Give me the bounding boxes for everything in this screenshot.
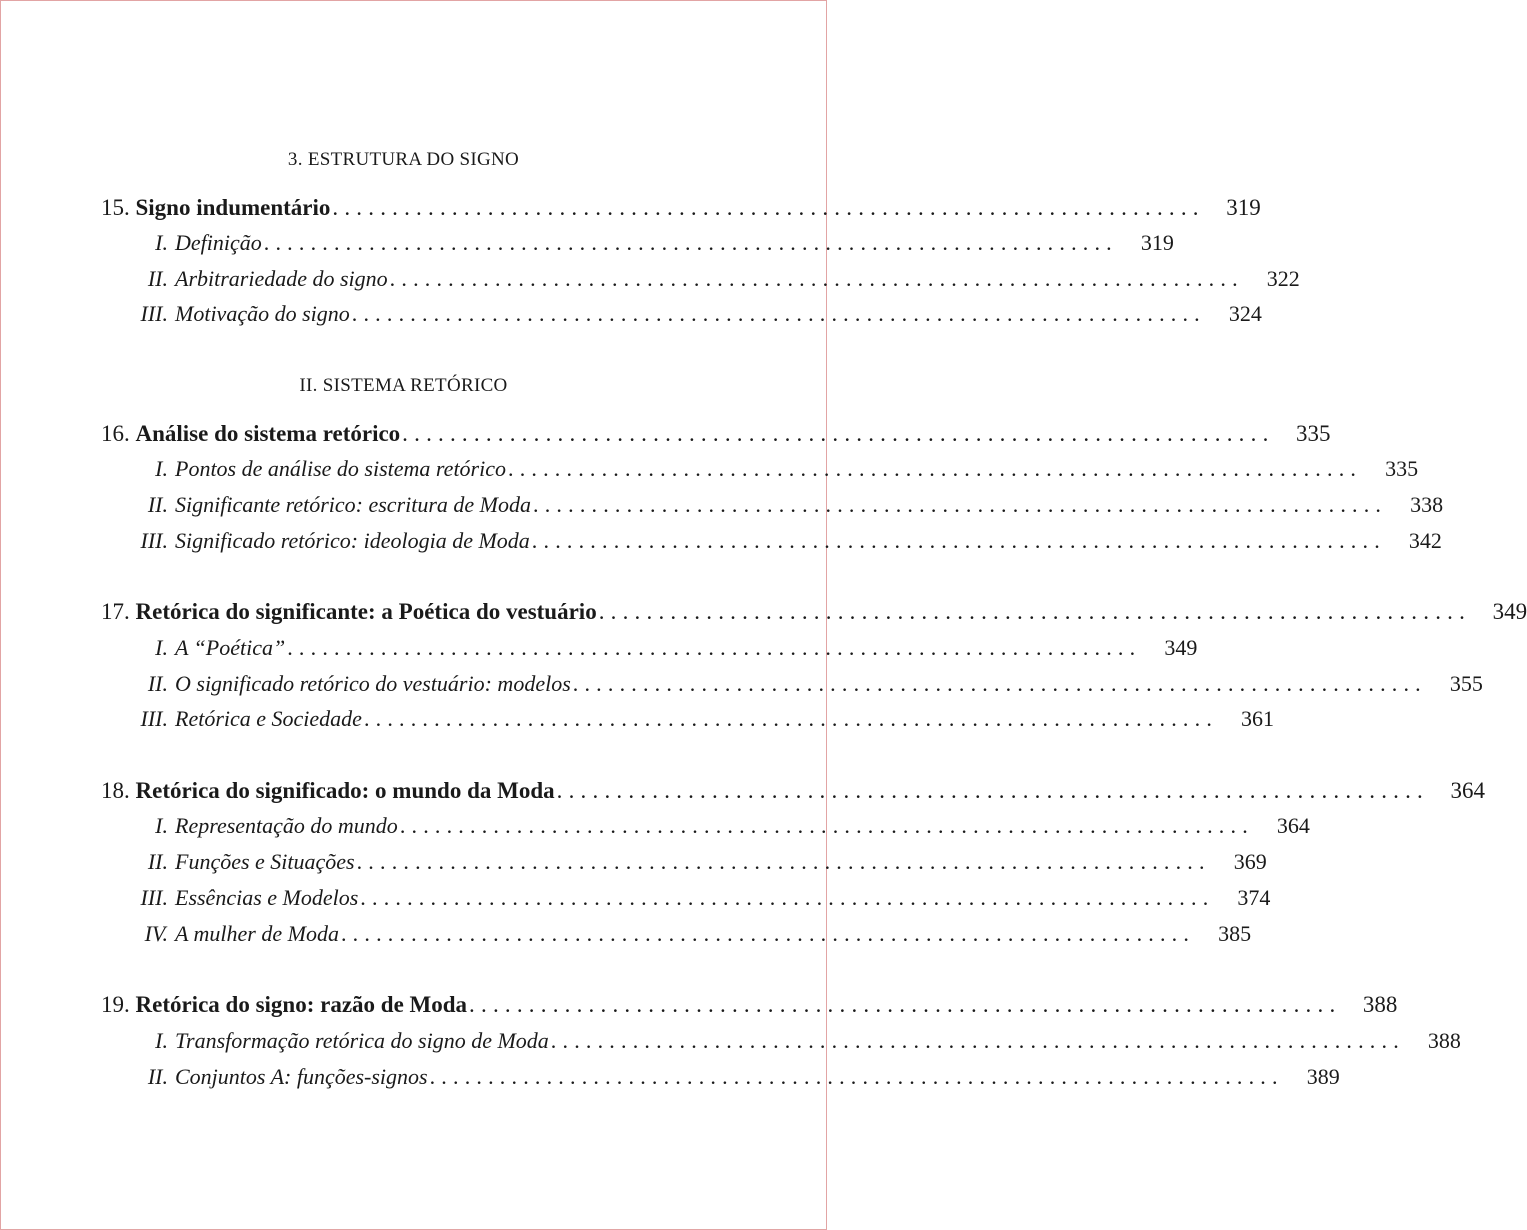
roman-numeral: II. (147, 849, 168, 874)
entry-title: Transformação retórica do signo de Moda (175, 1028, 549, 1053)
dot-leader: ......................................................................... (533, 492, 1388, 517)
toc-entry[interactable] (101, 230, 1174, 264)
page-number: 319 (1226, 195, 1261, 220)
page-number: 361 (1241, 706, 1275, 731)
page-number: 338 (1410, 492, 1444, 517)
roman-numeral: I. (155, 813, 168, 838)
chapter-number: 18. (101, 778, 130, 803)
toc-entry[interactable] (101, 266, 1300, 300)
page-number: 355 (1449, 671, 1483, 696)
toc-chapter-16[interactable] (101, 421, 1331, 455)
entry-title: Funções e Situações (175, 849, 355, 874)
entry-title: Essências e Modelos (175, 885, 359, 910)
entry-title: Conjuntos A: funções-signos (175, 1064, 428, 1089)
page-number: 322 (1266, 266, 1300, 291)
page-number: 335 (1385, 456, 1419, 481)
chapter-title: Signo indumentário (135, 195, 331, 220)
page-number: 349 (1492, 599, 1527, 624)
toc-chapter-18[interactable] (101, 778, 1485, 812)
section-heading: 3. ESTRUTURA DO SIGNO (287, 149, 520, 170)
roman-numeral: III. (140, 528, 168, 553)
roman-numeral: III. (140, 885, 168, 910)
dot-leader: ......................................................................... (550, 1028, 1405, 1053)
roman-numeral: II. (147, 1064, 168, 1089)
entry-title: O significado retórico do vestuário: modelos (175, 671, 571, 696)
entry-title: Significado retórico: ideologia de Moda (175, 528, 530, 553)
toc-entry[interactable] (101, 921, 1252, 955)
page-number: 364 (1450, 778, 1485, 803)
dot-leader: ......................................................................... (399, 813, 1254, 838)
dot-leader: ......................................................................... (531, 528, 1386, 553)
toc-chapter-17[interactable] (101, 599, 1527, 633)
chapter-title: Retórica do significado: o mundo da Moda (135, 778, 555, 803)
page-number: 389 (1306, 1064, 1340, 1089)
roman-numeral: II. (147, 492, 168, 517)
entry-title: A mulher de Moda (175, 921, 339, 946)
dot-leader: ......................................................................... (360, 885, 1215, 910)
dot-leader: ......................................................................... (469, 992, 1342, 1017)
page-number: 364 (1276, 813, 1310, 838)
chapter-title: Retórica do significante: a Poética do vestuário (135, 599, 597, 624)
chapter-number: 19. (101, 992, 130, 1017)
toc-chapter-19[interactable] (101, 992, 1398, 1026)
toc-entry[interactable] (101, 635, 1198, 669)
dot-leader: ......................................................................... (556, 778, 1429, 803)
dot-leader: ......................................................................... (332, 195, 1205, 220)
chapter-title: Análise do sistema retórico (135, 421, 401, 446)
toc-entry[interactable] (101, 885, 1271, 919)
page-number: 349 (1164, 635, 1198, 660)
toc-entry[interactable] (101, 1028, 1461, 1062)
chapter-title: Retórica do signo: razão de Moda (135, 992, 468, 1017)
page-number: 319 (1140, 230, 1174, 255)
entry-title: Retórica e Sociedade (175, 706, 362, 731)
page-number: 342 (1408, 528, 1442, 553)
dot-leader: ......................................................................... (508, 456, 1363, 481)
toc-entry[interactable] (101, 849, 1267, 883)
page-number: 324 (1228, 301, 1262, 326)
toc-entry[interactable] (101, 456, 1419, 490)
toc-entry[interactable] (101, 813, 1310, 847)
roman-numeral: I. (155, 456, 168, 481)
roman-numeral: III. (140, 301, 168, 326)
dot-leader: ......................................................................... (263, 230, 1118, 255)
dot-leader: ......................................................................... (402, 421, 1275, 446)
chapter-number: 16. (101, 421, 130, 446)
roman-numeral: I. (155, 635, 168, 660)
chapter-number: 15. (101, 195, 130, 220)
page-number: 369 (1233, 849, 1267, 874)
chapter-number: 17. (101, 599, 130, 624)
entry-title: Definição (175, 230, 262, 255)
entry-title: A “Poética” (175, 635, 286, 660)
dot-leader: ......................................................................... (429, 1064, 1284, 1089)
dot-leader: ......................................................................... (363, 706, 1219, 731)
entry-title: Arbitrariedade do signo (175, 266, 388, 291)
dot-leader: ......................................................................... (351, 301, 1206, 326)
page-number: 388 (1362, 992, 1398, 1017)
page-number: 335 (1296, 421, 1331, 446)
roman-numeral: II. (147, 266, 168, 291)
page-number: 385 (1218, 921, 1252, 946)
roman-numeral: III. (140, 706, 168, 731)
roman-numeral: I. (155, 1028, 168, 1053)
toc-entry[interactable] (101, 671, 1483, 705)
roman-numeral: IV. (144, 921, 168, 946)
page-number: 374 (1237, 885, 1271, 910)
entry-title: Representação do mundo (175, 813, 398, 838)
toc-entry[interactable] (101, 301, 1262, 335)
dot-leader: ......................................................................... (389, 266, 1244, 291)
dot-leader: ......................................................................... (572, 671, 1427, 696)
toc-chapter-15[interactable] (101, 195, 1261, 229)
toc-entry[interactable] (101, 528, 1442, 562)
entry-title: Pontos de análise do sistema retórico (175, 456, 506, 481)
roman-numeral: I. (155, 230, 168, 255)
roman-numeral: II. (147, 671, 168, 696)
dot-leader: ......................................................................... (598, 599, 1472, 624)
dot-leader: ......................................................................... (356, 849, 1211, 874)
toc-entry[interactable] (101, 1064, 1340, 1098)
dot-leader: ......................................................................... (340, 921, 1196, 946)
entry-title: Motivação do signo (175, 301, 350, 326)
section-heading: II. SISTEMA RETÓRICO (299, 375, 508, 396)
entry-title: Significante retórico: escritura de Moda (175, 492, 532, 517)
toc-entry[interactable] (101, 492, 1444, 526)
dot-leader: ......................................................................... (287, 635, 1142, 660)
toc-entry[interactable] (101, 706, 1275, 740)
page-number: 388 (1427, 1028, 1461, 1053)
